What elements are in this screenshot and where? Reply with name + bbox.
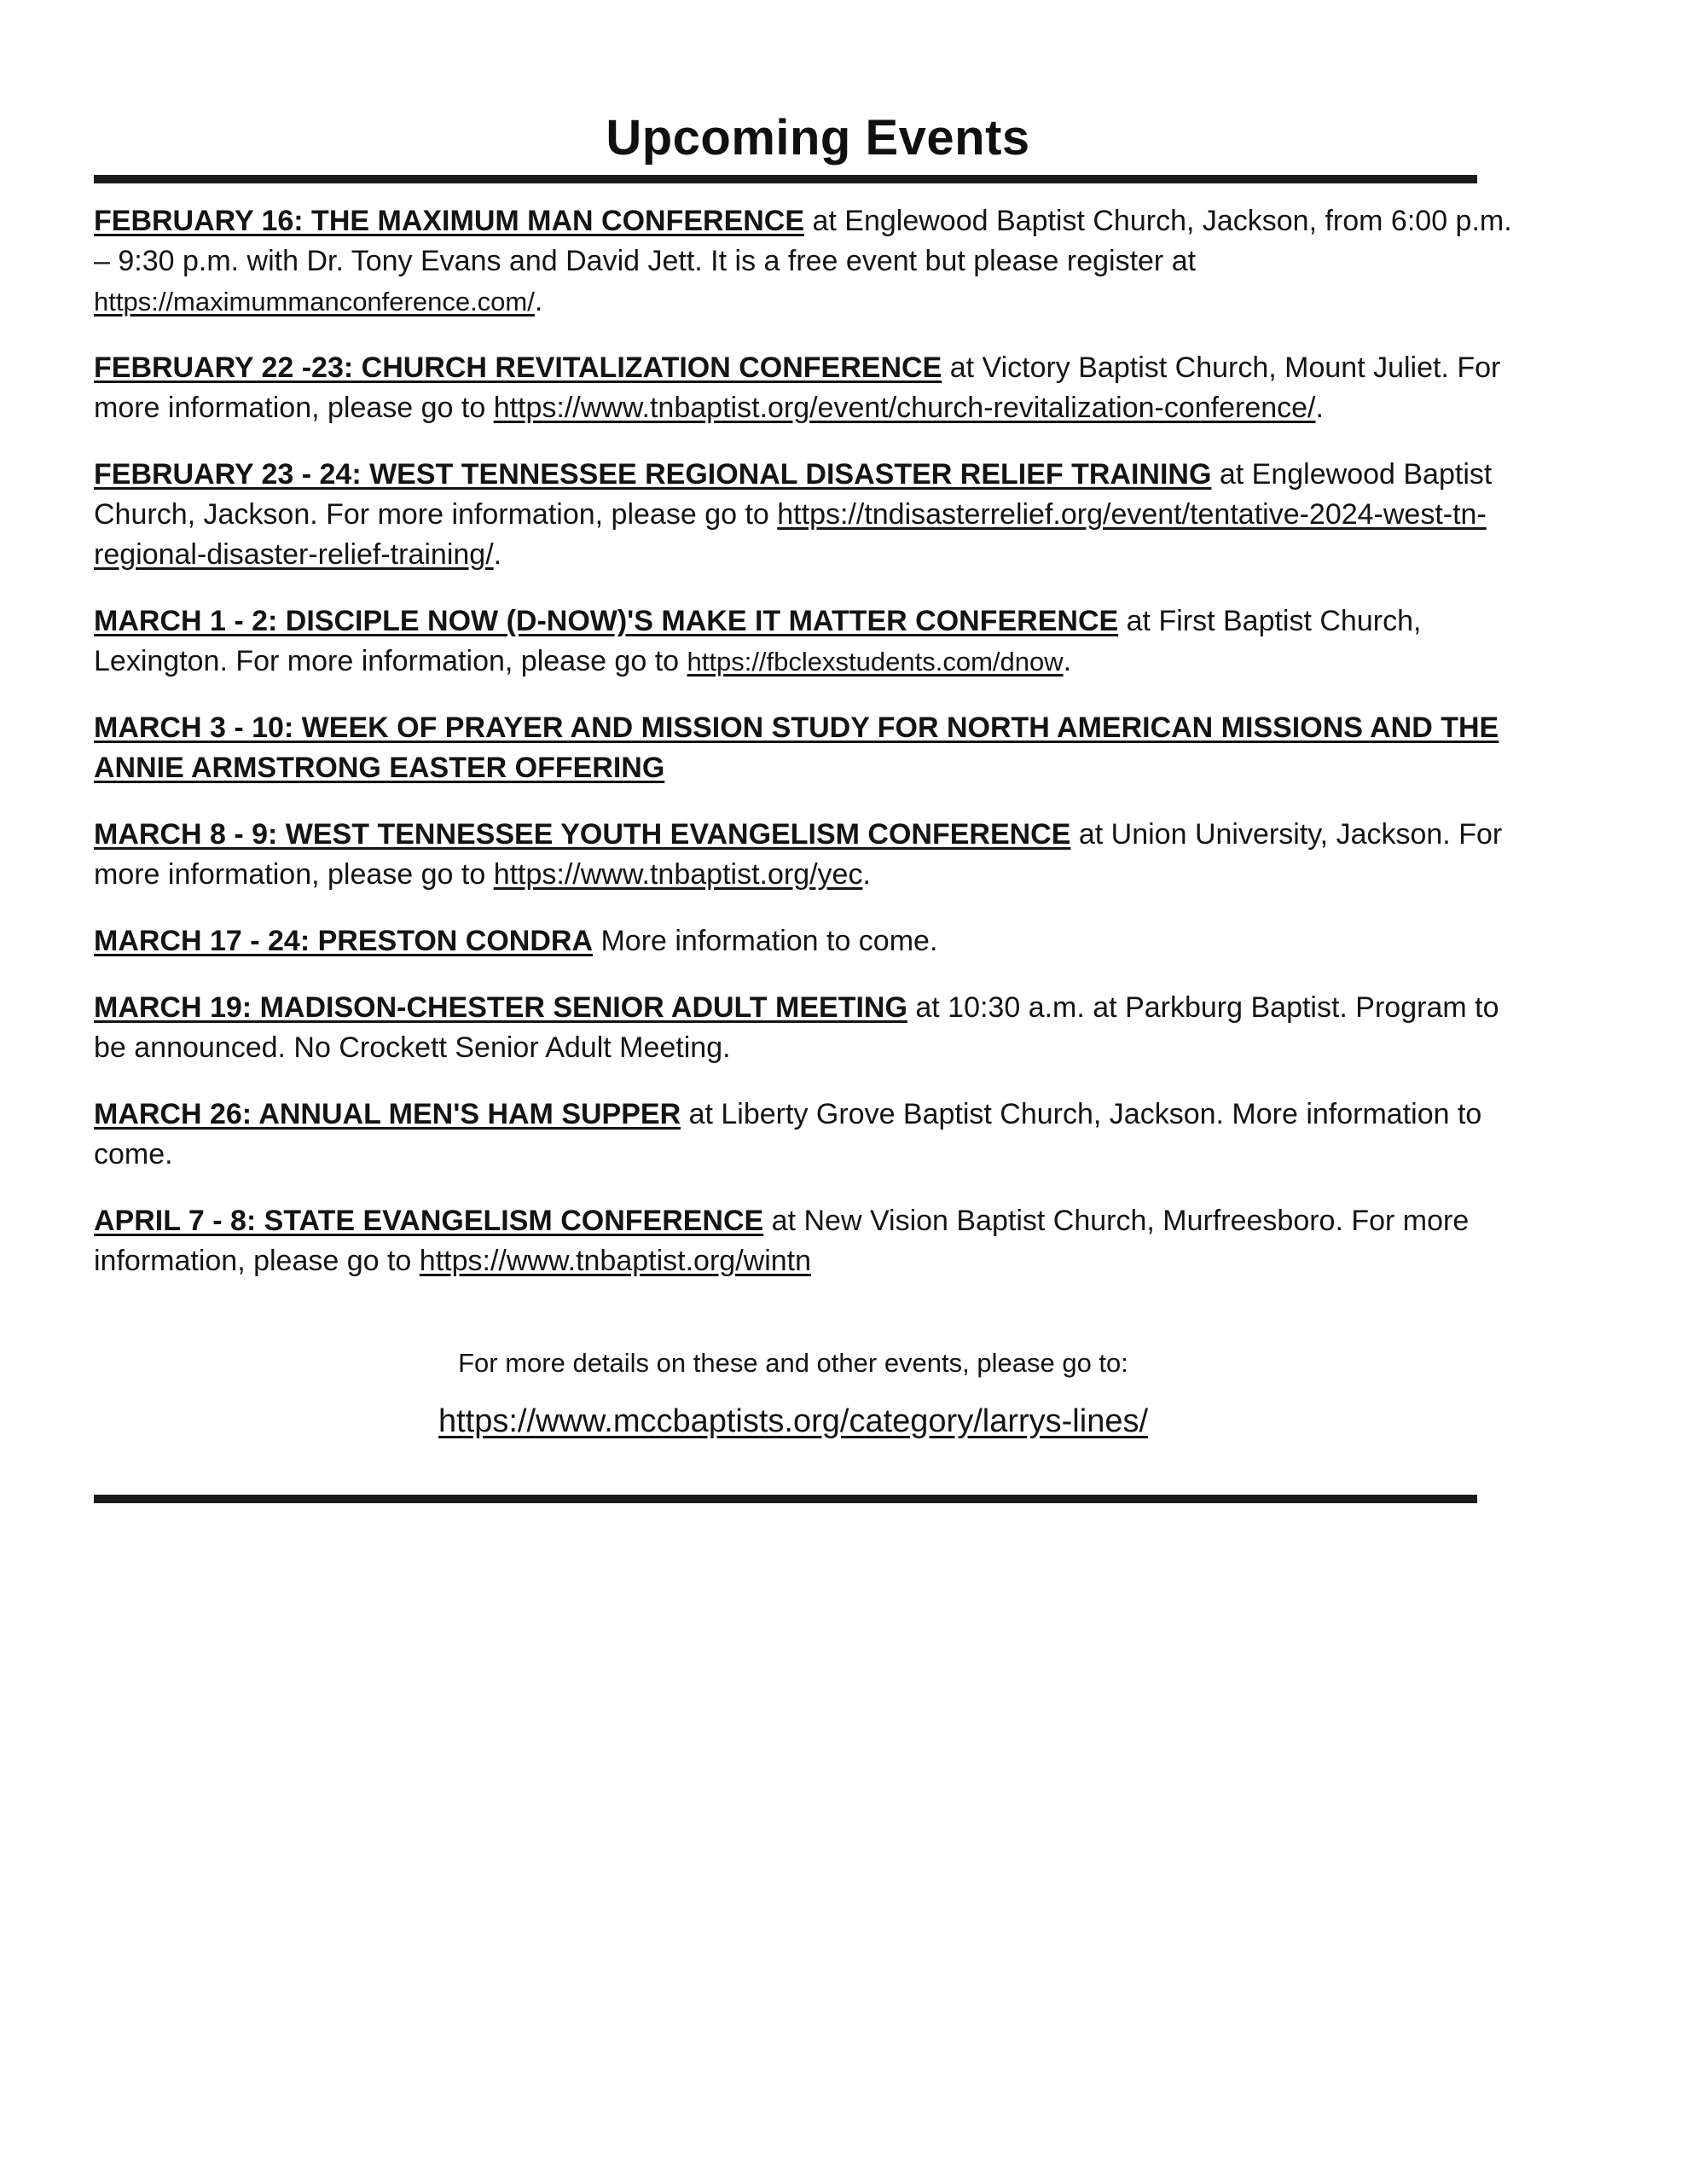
event-text: More information to come. bbox=[593, 925, 938, 957]
event-heading: MARCH 19: MADISON-CHESTER SENIOR ADULT MEETING bbox=[94, 991, 907, 1024]
bottom-divider bbox=[94, 1495, 1477, 1503]
event-text: at Englewood Baptist Church, Jackson. For more information, please go to bbox=[94, 458, 1493, 531]
event-item bbox=[94, 921, 1514, 961]
event-text: at Englewood Baptist Church, Jackson, from 6:00 p.m. – 9:30 p.m. with Dr. Tony Evans and David Jett. It is a free event but please register at bbox=[94, 205, 1512, 277]
event-heading: FEBRUARY 16: THE MAXIMUM MAN CONFERENCE bbox=[94, 205, 805, 237]
event-heading: MARCH 3 - 10: WEEK OF PRAYER AND MISSION STUDY FOR NORTH AMERICAN MISSIONS AND THE ANNIE ARMSTRONG EASTER OFFERING bbox=[94, 712, 1499, 784]
event-link[interactable]: https://maximummanconference.com/ bbox=[94, 287, 535, 317]
event-item bbox=[94, 815, 1514, 895]
events-list bbox=[94, 201, 1514, 1308]
event-trailing: . bbox=[862, 858, 871, 891]
event-trailing: . bbox=[493, 538, 502, 571]
event-item bbox=[94, 988, 1514, 1068]
page-title: Upcoming Events bbox=[606, 110, 1030, 166]
event-item bbox=[94, 348, 1514, 428]
event-heading: FEBRUARY 23 - 24: WEST TENNESSEE REGIONAL DISASTER RELIEF TRAINING bbox=[94, 458, 1212, 491]
event-text: at 10:30 a.m. at Parkburg Baptist. Program to be announced. No Crockett Senior Adult Meeting. bbox=[94, 991, 1499, 1064]
footer-note: For more details on these and other events, please go to: bbox=[458, 1348, 1128, 1378]
event-trailing: . bbox=[534, 285, 543, 317]
event-link[interactable]: https://www.tnbaptist.org/event/church-revitalization-conference/ bbox=[493, 392, 1316, 424]
event-heading: MARCH 26: ANNUAL MEN'S HAM SUPPER bbox=[94, 1098, 681, 1130]
event-heading: MARCH 17 - 24: PRESTON CONDRA bbox=[94, 925, 594, 957]
event-item bbox=[94, 455, 1514, 575]
event-heading: MARCH 8 - 9: WEST TENNESSEE YOUTH EVANGELISM CONFERENCE bbox=[94, 818, 1071, 851]
event-text: at Liberty Grove Baptist Church, Jackson. More information to come. bbox=[94, 1098, 1482, 1170]
event-item bbox=[94, 601, 1514, 682]
event-heading: APRIL 7 - 8: STATE EVANGELISM CONFERENCE bbox=[94, 1205, 764, 1237]
top-divider bbox=[94, 175, 1477, 183]
event-item bbox=[94, 708, 1514, 788]
event-link[interactable]: https://tndisasterrelief.org/event/tentative-2024-west-tn-regional-disaster-relief-training/ bbox=[94, 498, 1487, 571]
event-link[interactable]: https://fbclexstudents.com/dnow bbox=[687, 647, 1064, 677]
event-heading: MARCH 1 - 2: DISCIPLE NOW (D-NOW)'S MAKE IT MATTER CONFERENCE bbox=[94, 605, 1119, 637]
footer-link-container bbox=[0, 1403, 1586, 1440]
event-trailing: . bbox=[1063, 645, 1072, 677]
footer-link[interactable]: https://www.mccbaptists.org/category/larrys-lines/ bbox=[438, 1403, 1149, 1439]
event-item bbox=[94, 201, 1514, 322]
event-text: at Union University, Jackson. For more information, please go to bbox=[94, 818, 1503, 891]
event-text: at First Baptist Church, Lexington. For more information, please go to bbox=[94, 605, 1422, 677]
event-link[interactable]: https://www.tnbaptist.org/yec bbox=[493, 858, 863, 891]
event-item bbox=[94, 1095, 1514, 1175]
event-text: at New Vision Baptist Church, Murfreesboro. For more information, please go to bbox=[94, 1205, 1470, 1277]
event-heading: FEBRUARY 22 -23: CHURCH REVITALIZATION CONFERENCE bbox=[94, 351, 942, 384]
event-link[interactable]: https://www.tnbaptist.org/wintn bbox=[419, 1245, 812, 1277]
event-text: at Victory Baptist Church, Mount Juliet. For more information, please go to bbox=[94, 351, 1501, 424]
event-trailing: . bbox=[1315, 392, 1324, 424]
event-item bbox=[94, 1201, 1514, 1281]
